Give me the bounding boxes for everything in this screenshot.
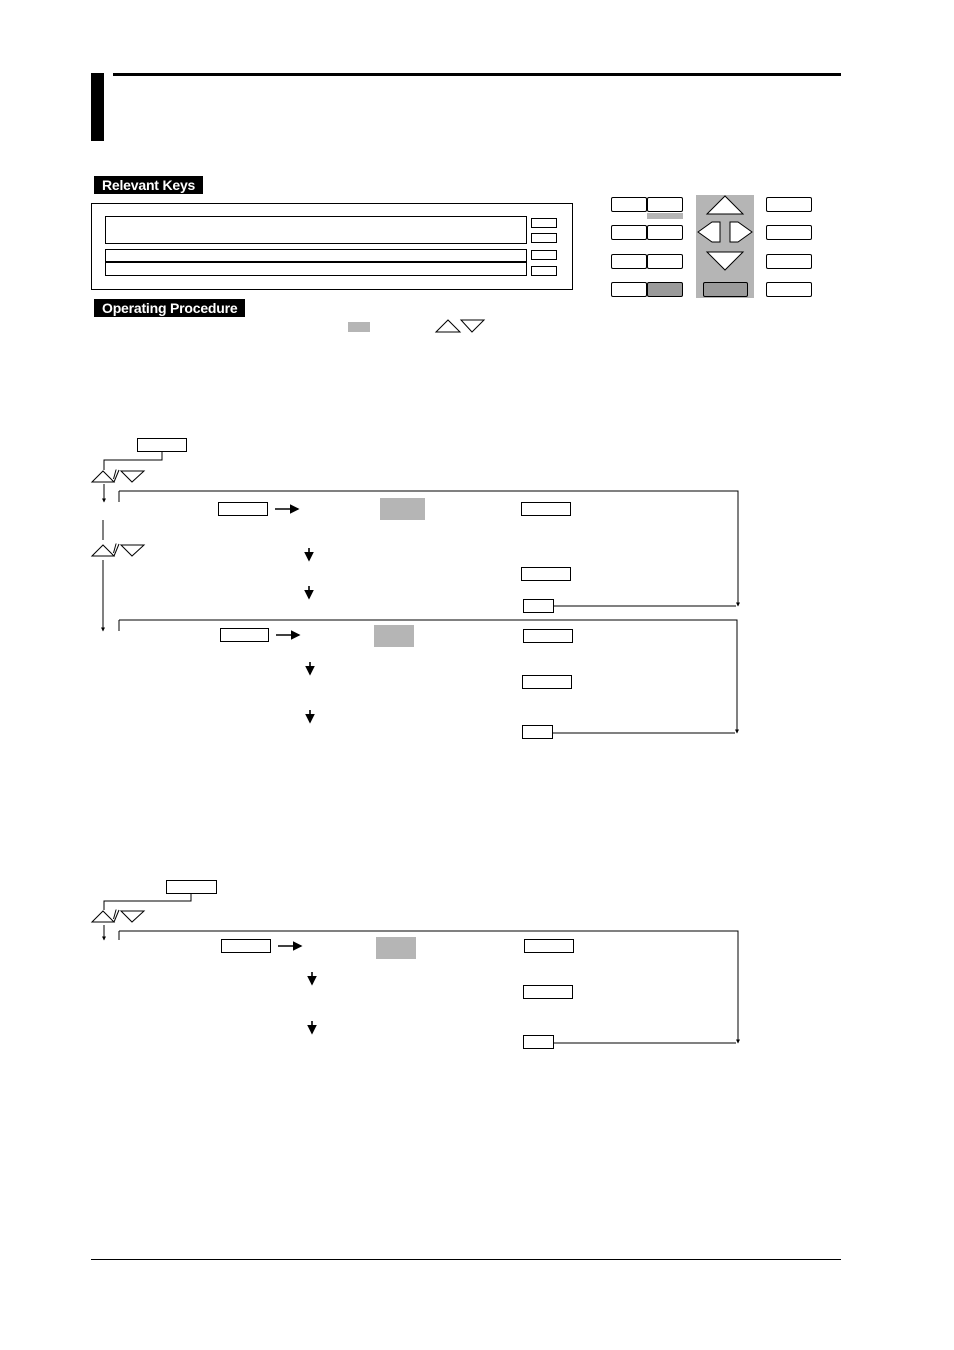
- operating-procedure-label: Operating Procedure: [94, 299, 245, 317]
- up-triangle-key-icon: [436, 320, 460, 332]
- footer-rule: [91, 1259, 841, 1260]
- up-triangle-key-icon: [92, 471, 114, 482]
- up-triangle-key-icon: [92, 911, 114, 922]
- relevant-keys-label: Relevant Keys: [94, 176, 203, 194]
- up-triangle-key-icon: [92, 545, 114, 556]
- down-triangle-key-icon: [121, 911, 144, 922]
- down-triangle-key-icon: [121, 471, 144, 482]
- key-separator: /: [113, 467, 117, 482]
- down-triangle-key-icon: [121, 545, 144, 556]
- key-separator: /: [113, 907, 117, 922]
- key-separator: /: [113, 541, 117, 556]
- down-triangle-key-icon: [461, 320, 484, 332]
